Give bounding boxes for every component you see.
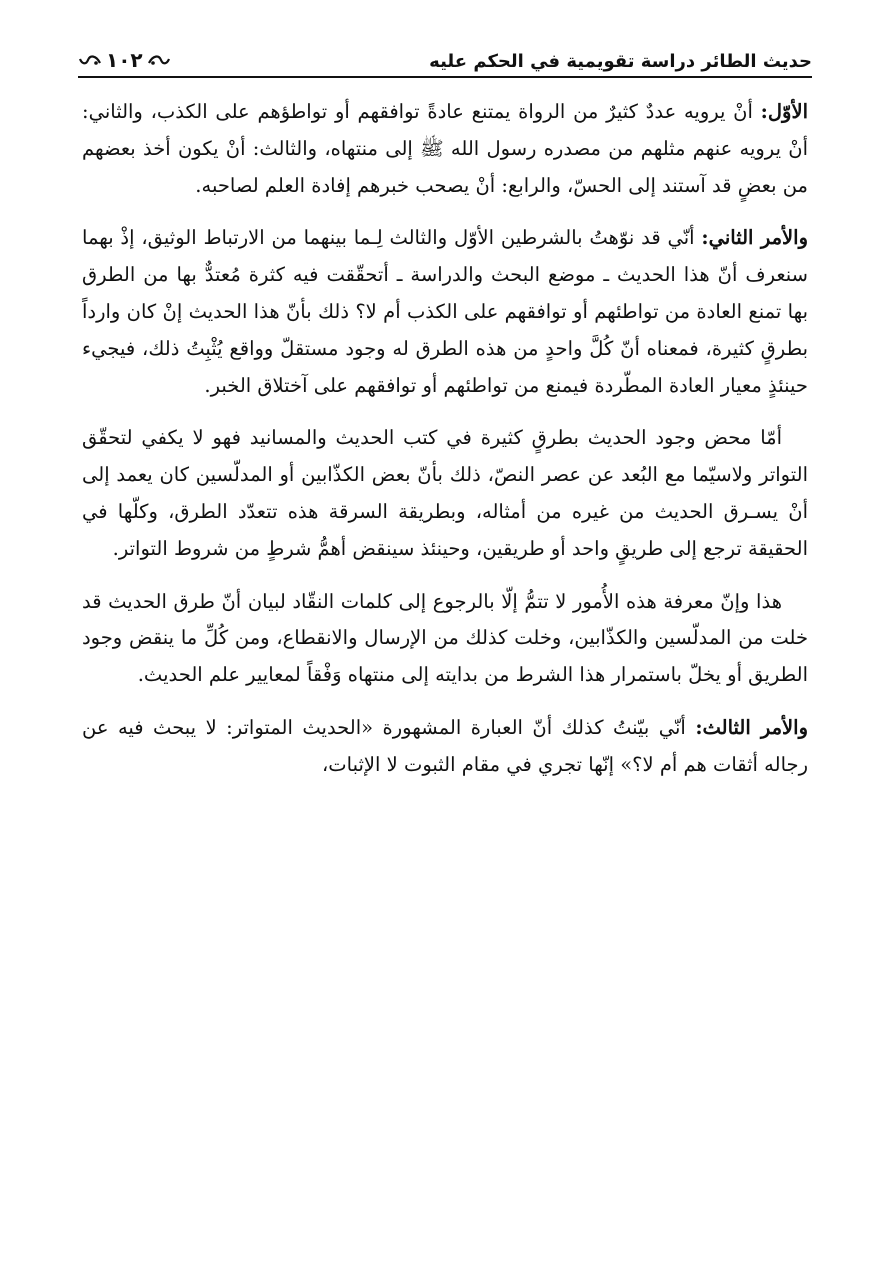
ornament-right-icon bbox=[147, 53, 171, 67]
page-number: ١٠٢ bbox=[106, 48, 143, 72]
page-header bbox=[78, 36, 812, 78]
paragraph-first-condition bbox=[82, 94, 808, 204]
page-number-block bbox=[78, 48, 171, 72]
paragraph-mere-existence bbox=[82, 420, 808, 567]
paragraph-lead: والأمر الثاني: bbox=[701, 226, 809, 250]
running-title: حديث الطائر دراسة تقويمية في الحكم عليه bbox=[429, 51, 812, 72]
paragraph-third-matter bbox=[82, 710, 808, 784]
paragraph-text: أنّي بيّنتُ كذلك أنّ العبارة المشهورة «الحديث المتواتر: لا يبحث فيه عن رجاله أثقات هم أم لا؟» إنّها تجري في مقام الثبوت لا الإثبات، bbox=[82, 715, 808, 776]
paragraph-lead: والأمر الثالث: bbox=[695, 715, 808, 739]
ornament-left-icon bbox=[78, 53, 102, 67]
paragraph-critics bbox=[82, 584, 808, 694]
paragraph-lead: الأوّل: bbox=[760, 100, 808, 123]
paragraph-text: أنّي قد نوّهتُ بالشرطين الأوّل والثالث لِـما بينهما من الارتباط الوثيق، إذْ بهما سنعرف أنّ هذا الحديث ـ موضع البحث والدراسة ـ أتحقّقت فيه كثرة مُعتدٌّ بها من الطرق بها تمنع العادة من تواطئهم أو توافقهم على الكذب أم لا؟ ذلك بأنّ هذا الحديث إنْ كان وارداً بطرقٍ كثيرة، فمعناه أنّ كُلَّ واحدٍ من هذه الطرق له وجود مستقلّ وواقع يُثْبِتُ ذلك، فيجيء حينئذٍ معيار العادة المطّردة فيمنع من تواطئهم أو توافقهم على آختلاق الخبر. bbox=[82, 226, 808, 397]
paragraph-text: أنْ يرويه عددٌ كثيرٌ من الرواة يمتنع عادةً توافقهم أو تواطؤهم على الكذب، والثاني: أنْ يرويه عنهم مثلهم من مصدره رسول الله ﷺ إلى منتهاه، والثالث: أنْ يكون أخذ بعضهم من بعضٍ قد آستند إلى الحسّ، والرابع: أنْ يصحب خبرهم إفادة العلم لصاحبه. bbox=[82, 100, 808, 197]
paragraph-second-matter bbox=[82, 220, 808, 404]
paragraph-text: هذا وإنّ معرفة هذه الأُمور لا تتمُّ إلّا بالرجوع إلى كلمات النقّاد لبيان أنّ طرق الحديث قد خلت من المدلّسين والكذّابين، وخلت كذلك من الإرسال والانقطاع، ومن كُلِّ ما ينقض وجود الطريق أو يخلّ باستمرار هذا الشرط من بدايته إلى منتهاه وَفْقاً لمعايير علم الحديث. bbox=[82, 589, 808, 687]
page-body bbox=[82, 94, 808, 800]
paragraph-text: أمّا محض وجود الحديث بطرقٍ كثيرة في كتب الحديث والمسانيد فهو لا يكفي لتحقّق التواتر ولاسيّما مع البُعد عن عصر النصّ، ذلك بأنّ بعض الكذّابين أو المدلّسين كان يعمد إلى أنْ يسـرق الحديث من غيره من أمثاله، وبطريقة السرقة هذه تتعدّد الطرق، وكلّها في الحقيقة ترجع إلى طريقٍ واحد أو طريقين، وحينئذ سينقض أهمُّ شرطٍ من شروط التواتر. bbox=[82, 426, 808, 560]
